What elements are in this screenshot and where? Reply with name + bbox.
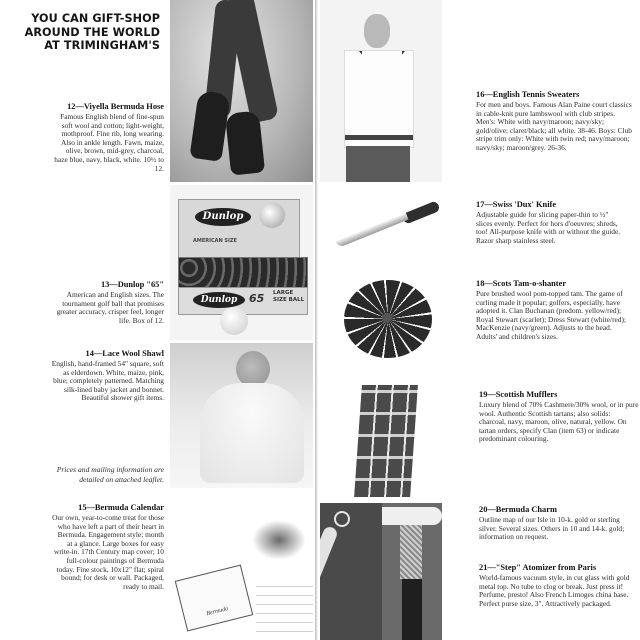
large-size-label: LARGE SIZE BALL — [273, 290, 305, 303]
product-description: World-famous vacuum style, in cut glass with gold metal top. No tube to clog or break. Just press it! Perfume, presto! Also French Limoges china base. Perfect purse size, 3". Attractively packaged. — [479, 573, 630, 608]
product-description: Luxury blend of 70% Cashmere/30% wool, or in pure wool. Authentic Scottish tartans; also solids: charcoal, navy, maroon, olive, natural, yellow. On tartan orders, specify Clan (item 63) or indicate predominant colouring. — [479, 400, 639, 444]
golf-ball-display — [259, 202, 285, 228]
product-title: 20—Bermuda Charm — [479, 505, 557, 514]
product-description: Our own, year-to-come treat for those who have left a part of their heart in Bermuda. Engagement style; month at a glance. Large boxes for easy write-in. 17th Century map cover; 10 full-colour paintings of Bermuda today. Fine stock, 10x12" flat; spiral bound; for desk or wall. Packaged, ready to mail. — [52, 513, 164, 591]
charm-island-outline — [320, 525, 339, 619]
dunlop-logo-lid: Dunlop — [195, 208, 251, 226]
american-size-label: AMERICAN SIZE — [193, 238, 237, 244]
catalog-headline — [20, 12, 160, 53]
photo-bermuda-charm — [320, 503, 382, 640]
product-item-20 — [479, 505, 637, 542]
product-title: 21—"Step" Atomizer from Paris — [479, 563, 597, 572]
photo-lace-wool-shawl — [170, 343, 313, 488]
product-title: 12—Viyella Bermuda Hose — [67, 102, 164, 111]
product-item-17 — [476, 200, 626, 245]
baby-head — [236, 351, 270, 387]
product-title: 14—Lace Wool Shawl — [85, 349, 164, 358]
photo-bermuda-calendar — [170, 492, 313, 640]
product-description: Outline map of our Isle in 10-k. gold or sterling silver. Several sizes. Others in 10 and 14-k. gold; information on request. — [479, 515, 625, 542]
product-description: Adjustable guide for slicing paper-thin to ½" slices evenly. Perfect for hors d'oeuvres; shreds, too! All-purpose knife with or without the guide. Razor sharp stainless steel. — [476, 210, 621, 245]
photo-scottish-muffler — [320, 375, 442, 500]
atomizer-top — [400, 525, 422, 579]
product-title: 18—Scots Tam-o-shanter — [476, 279, 567, 288]
product-item-13 — [48, 280, 164, 325]
sweater-body — [344, 50, 414, 148]
loafer-left — [189, 90, 230, 162]
photo-tam-o-shanter — [320, 268, 442, 373]
muffler-tartan — [354, 385, 418, 497]
calendar-map-cover — [175, 565, 254, 632]
knife-blade — [335, 213, 408, 248]
photo-viyella-hose — [170, 0, 313, 182]
loafer-right — [225, 110, 265, 175]
product-item-19 — [479, 390, 639, 444]
product-item-14 — [50, 349, 164, 403]
product-title: 13—Dunlop "65" — [100, 280, 164, 289]
product-item-21 — [479, 563, 639, 608]
photo-dux-knife — [320, 185, 442, 265]
product-title: 15—Bermuda Calendar — [78, 503, 164, 512]
golf-ball-loose — [220, 307, 248, 335]
headline-line-3: AT TRIMINGHAM'S — [44, 39, 160, 52]
sweater-v-neck — [359, 51, 405, 79]
model-head — [364, 14, 390, 48]
tam-pompom — [382, 313, 392, 323]
knife-handle — [401, 200, 440, 224]
box-lid — [178, 199, 300, 259]
hand-finger — [382, 507, 442, 525]
photo-tennis-sweater — [320, 0, 442, 182]
headline-line-2: AROUND THE WORLD — [24, 25, 160, 39]
product-title: 17—Swiss 'Dux' Knife — [476, 200, 557, 209]
product-description: Pure brushed wool pom-topped tam. The game of curling made it popular; golfers, especially, have adopted it. Clan Buchanan (predom. yellow/red); Royal Stewart (scarlet); Dress Stewart (white/red); MacKenzie (navy/green). Adjusts to the head. Adults' and children's sizes. — [476, 289, 627, 341]
product-description: English, hand-framed 54" square, soft as elderdown. White, maize, pink, blue; completely patterned. Matching silk-lined baby jacket and bonnet. Beautiful shower gift items. — [51, 359, 164, 403]
map-caption: Bermuda — [205, 606, 229, 618]
calendar-painting — [252, 520, 306, 560]
shawl-fabric — [200, 383, 304, 483]
product-item-12 — [52, 102, 164, 173]
dunlop-logo-front: Dunlop — [193, 292, 245, 308]
trousers — [346, 146, 410, 182]
photo-step-atomizer — [382, 503, 442, 640]
product-description: Famous English blend of fine-spun soft wool and cotton; light-weight, mothproof. Fine rib, long wearing. Also in ankle length. Fawn, maize, olive, brown, mid-grey, charcoal, haze blue, navy, black, white. 10½ to 12. — [54, 112, 164, 173]
headline-line-1: YOU CAN GIFT-SHOP — [31, 12, 160, 25]
product-item-15 — [52, 503, 164, 591]
product-description: For men and boys. Famous Alan Paine court classics in cable-knit pure lambswool with club stripes. Men's: White with navy/maroon; navy/sky; gold/olive; claret/black; all white. 38-46. Boys: Club stripe trim only: White with twin red; navy/maroon; navy/sky; maroon/grey. 26-36. — [476, 100, 632, 152]
sweater-stripe — [345, 135, 413, 140]
photo-dunlop-golf-balls — [170, 185, 313, 340]
golf-balls-tray — [178, 257, 308, 289]
atomizer-glass — [402, 579, 422, 640]
page-gutter — [315, 0, 318, 640]
product-item-18 — [476, 279, 634, 342]
product-title: 19—Scottish Mufflers — [479, 390, 558, 399]
calendar-grid — [256, 584, 313, 640]
product-description: American and English sizes. The tournament golf ball that promises greater accuracy, crisper feel, longer life. Box of 12. — [56, 290, 164, 325]
pricing-note: Prices and mailing information are detailed on attached leaflet. — [56, 465, 164, 484]
model-number: 65 — [249, 292, 265, 305]
charm-ring — [334, 511, 350, 527]
product-title: 16—English Tennis Sweaters — [476, 90, 580, 99]
product-item-16 — [476, 90, 636, 153]
